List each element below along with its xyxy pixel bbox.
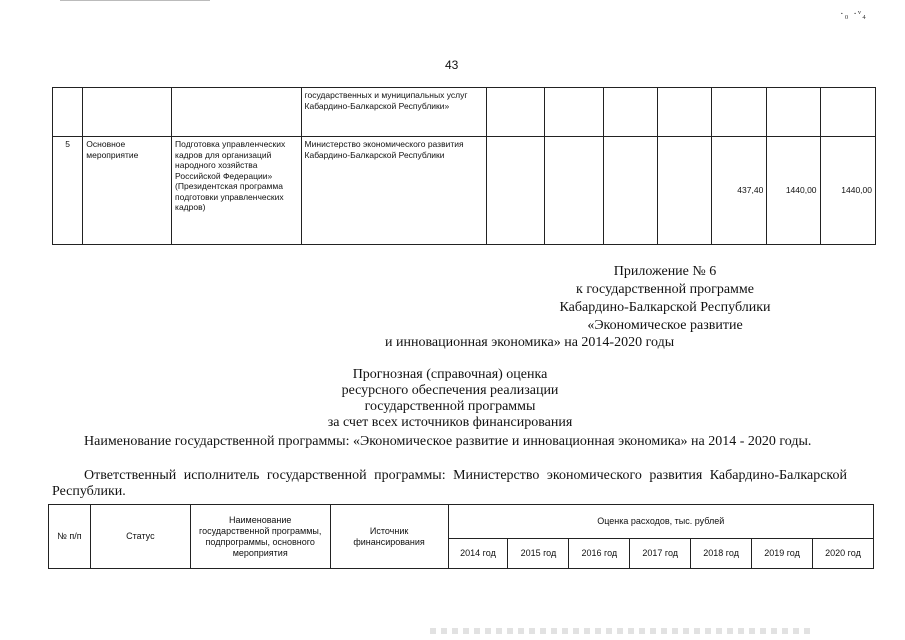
responsible-paragraph: Ответственный исполнитель государственной программы: Министерство экономического развития Кабардино-Балкарской Республики. xyxy=(52,468,847,499)
year-header: 2020 год xyxy=(812,539,873,569)
corner-mark: ·₀ ·ᵛ₄ xyxy=(840,8,867,20)
appendix-line: Кабардино-Балкарской Республики xyxy=(559,300,771,315)
year-header: 2015 год xyxy=(508,539,569,569)
estimate-line: государственной программы xyxy=(364,399,536,414)
year-header: 2016 год xyxy=(569,539,630,569)
top-table xyxy=(52,87,876,245)
value-2019: 1440,00 xyxy=(767,137,820,245)
name-cell: Подготовка управленческих кадров для организаций народного хозяйства Российской Федерации» (Президентская программа подготовки управленческих кадров) xyxy=(172,137,302,245)
col-header-estimate: Оценка расходов, тыс. рублей xyxy=(448,505,873,539)
table-row xyxy=(53,137,876,245)
table-row xyxy=(53,88,876,137)
year-header: 2017 год xyxy=(630,539,691,569)
resource-table xyxy=(48,504,874,569)
appendix-header xyxy=(485,263,845,335)
estimate-title xyxy=(280,367,620,431)
estimate-line: Прогнозная (справочная) оценка xyxy=(352,367,548,382)
top-edge-line xyxy=(60,0,210,1)
page-number: 43 xyxy=(445,58,459,72)
value-2018: 437,40 xyxy=(711,137,766,245)
value-2020: 1440,00 xyxy=(820,137,875,245)
table-header-row xyxy=(49,505,874,539)
program-name-paragraph: Наименование государственной программы: «Экономическое развитие и инновационная экономика» на 2014 - 2020 годы. xyxy=(84,434,812,449)
row-number: 5 xyxy=(53,137,83,245)
source-cell: Министерство экономического развития Кабардино-Балкарской Республики xyxy=(301,137,487,245)
col-header-num: № п/п xyxy=(49,505,91,569)
appendix-line: «Экономическое развитие xyxy=(587,318,743,333)
status-cell: Основное мероприятие xyxy=(83,137,172,245)
col-header-source: Источник финансирования xyxy=(330,505,448,569)
appendix-line: и инновационная экономика» на 2014-2020 годы xyxy=(385,335,675,350)
estimate-line: ресурсного обеспечения реализации xyxy=(341,383,559,398)
col-header-status: Статус xyxy=(90,505,190,569)
source-cell: государственных и муниципальных услуг Кабардино-Балкарской Республики» xyxy=(301,88,487,137)
appendix-line: Приложение № 6 xyxy=(613,264,717,279)
col-header-name: Наименование государственной программы, подпрограммы, основного мероприятия xyxy=(190,505,330,569)
bleed-through-text xyxy=(430,628,810,634)
year-header: 2019 год xyxy=(752,539,813,569)
year-header: 2018 год xyxy=(691,539,752,569)
estimate-line: за счет всех источников финансирования xyxy=(327,415,573,430)
appendix-line: к государственной программе xyxy=(576,282,754,297)
year-header: 2014 год xyxy=(448,539,508,569)
